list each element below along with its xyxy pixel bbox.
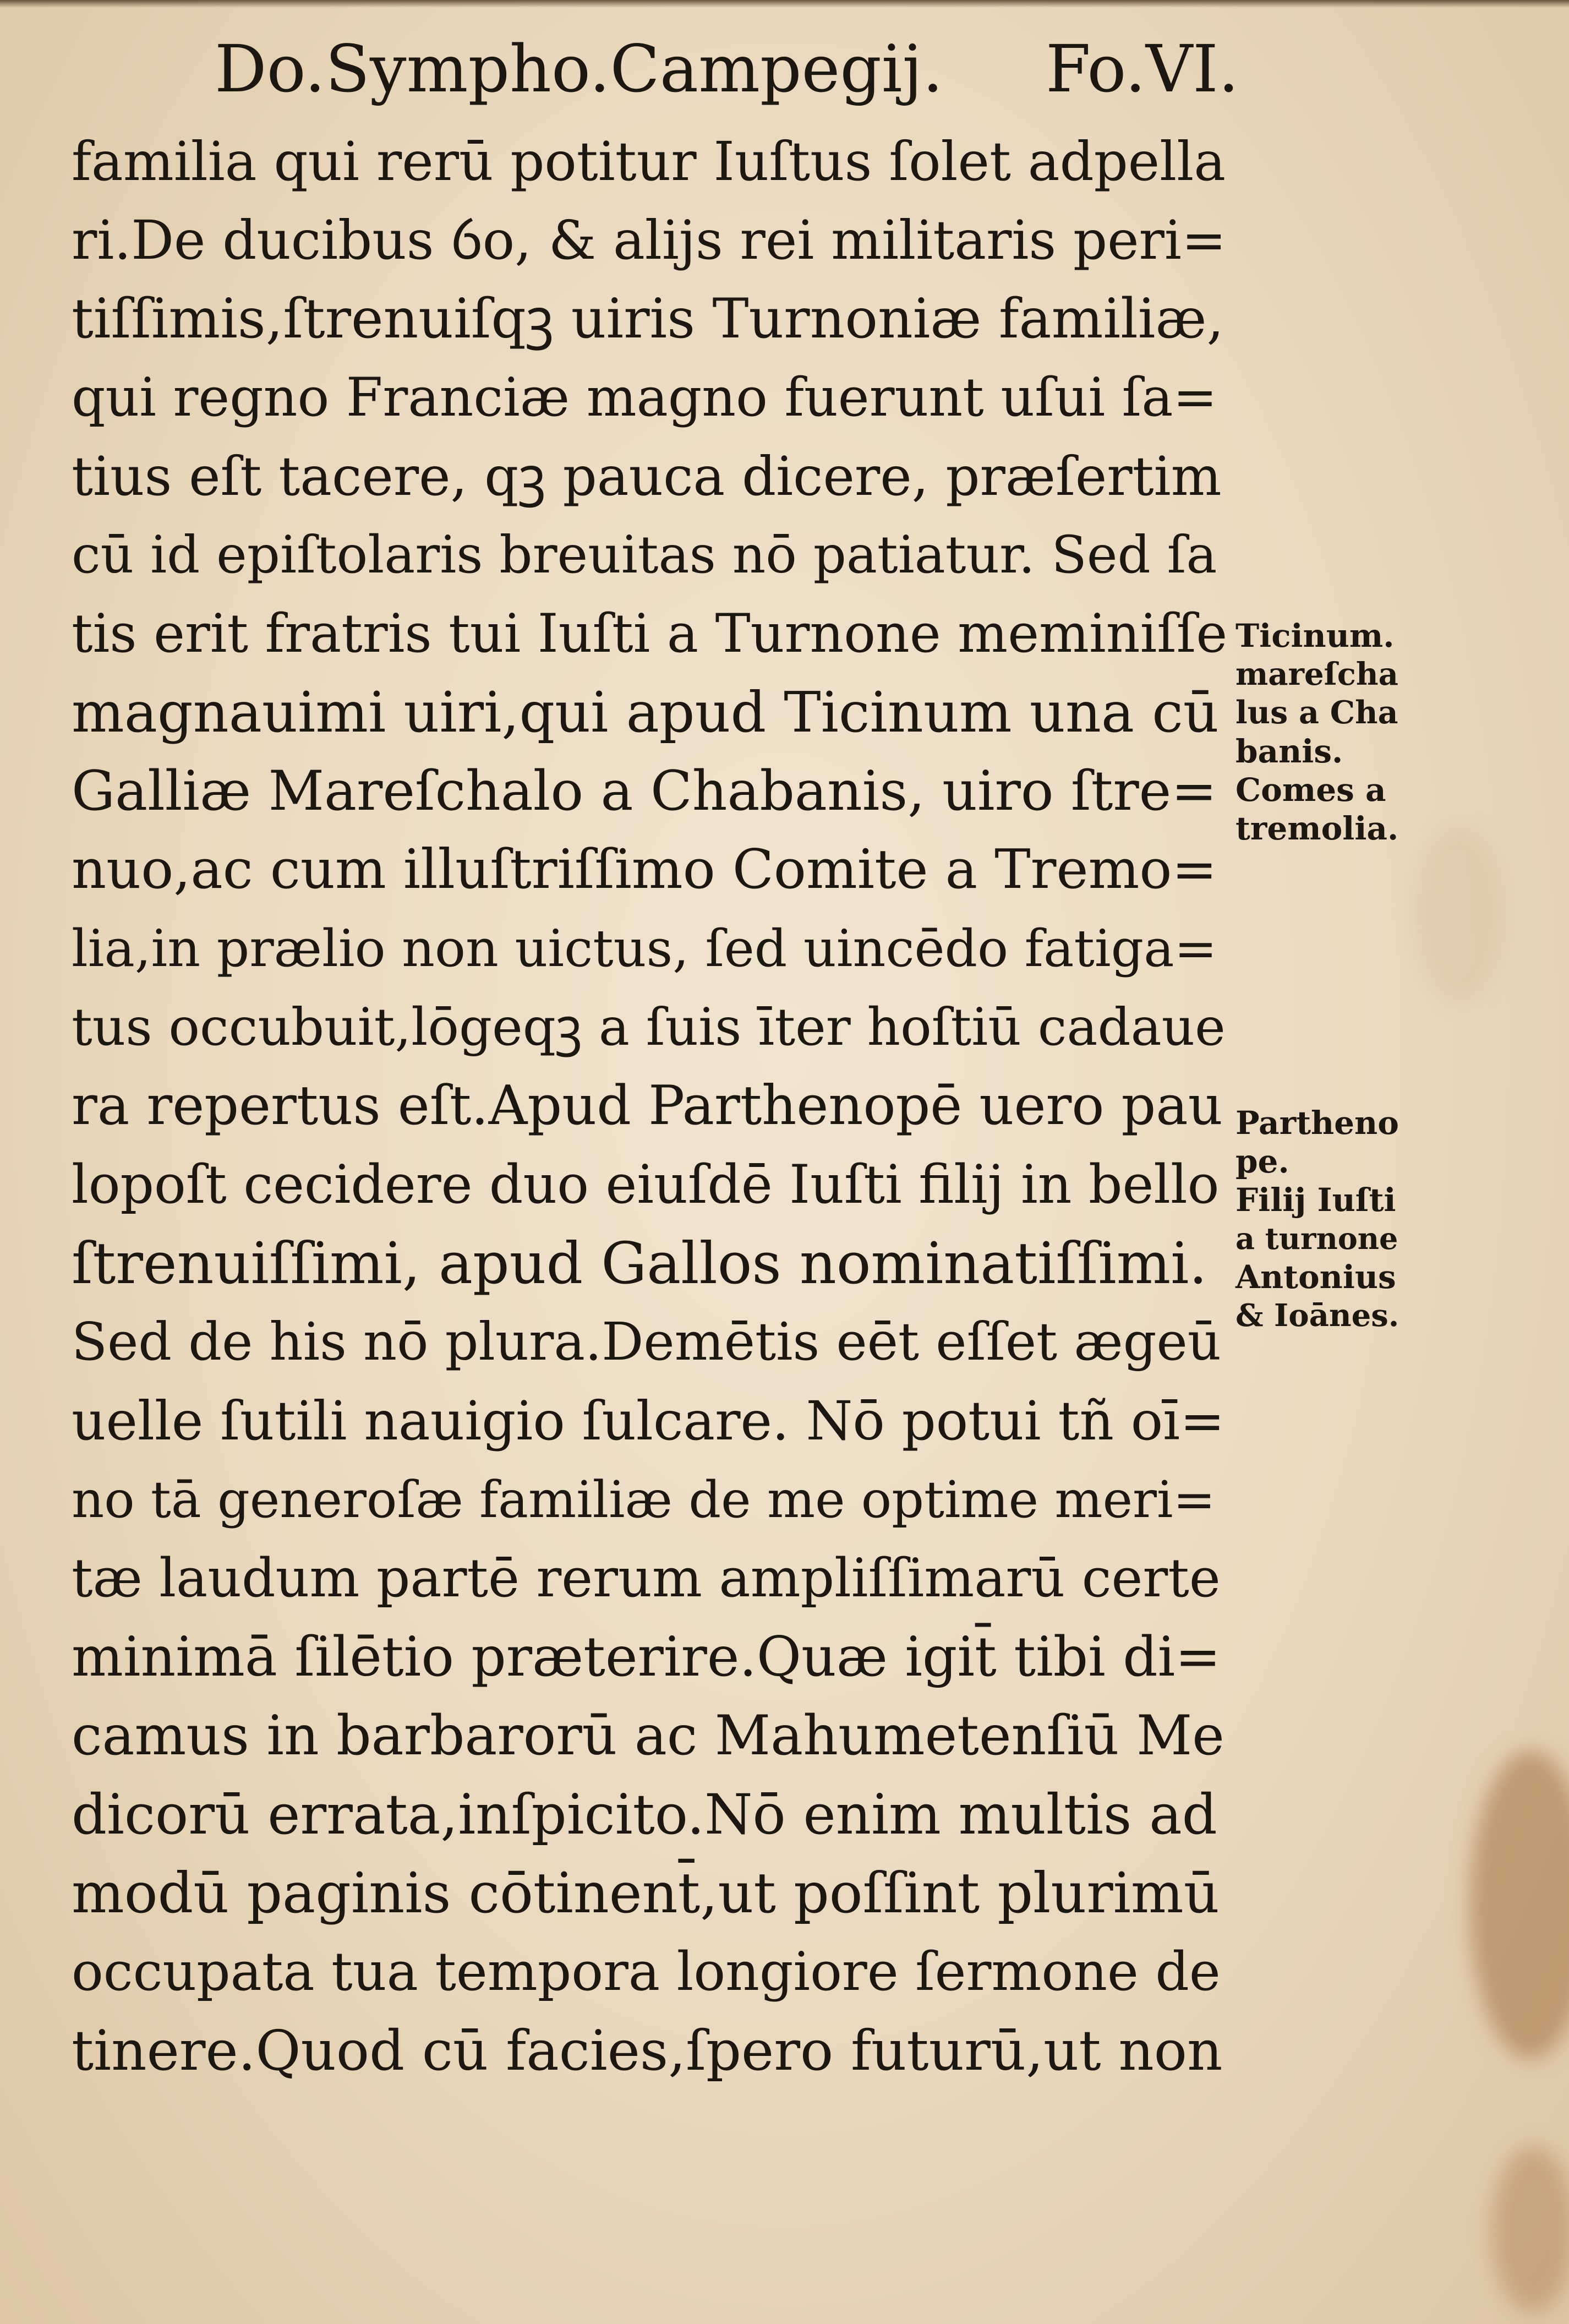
marginal-note-line: Antonius [1235,1258,1396,1296]
running-title: Do.Sympho.Campegij. [215,31,943,107]
text-line: ſtrenuiſſimi, apud Gallos nominatiſſimi. [72,1230,1207,1297]
marginal-note-line: Filij Iuſti [1235,1181,1396,1219]
text-line: dicorū errata,inſpicito.Nō enim multis ad [72,1782,1217,1847]
text-line: tius eſt tacere, qꝫ pauca dicere, præſertim [72,445,1222,508]
marginal-note-line: pe. [1235,1143,1289,1180]
marginal-note-ticinum [1235,617,1417,848]
foxing-stain [1415,826,1503,1002]
text-line: magnauimi uiri,qui apud Ticinum una cū [72,680,1219,745]
text-line: ri.De ducibus ỽo, & alijs rei militaris peri= [72,209,1227,271]
text-line: familia qui rerū potitur Iuſtus ſolet adpella [72,130,1226,193]
page-top-edge [0,0,1569,8]
marginal-note-line: Partheno [1235,1104,1399,1142]
marginal-note-line: lus a Cha [1235,694,1398,731]
marginal-note-parthenope [1235,1104,1417,1335]
text-line: lopoſt cecidere duo eiuſdē Iuſti filij in bello [72,1154,1220,1215]
text-line: tæ laudum partē rerum ampliſſimarū certe [72,1547,1221,1609]
text-line: tinere.Quod cū facies,ſpero futurū,ut non [72,2019,1223,2083]
running-header [215,25,1277,113]
text-line: nuo,ac cum illuſtriſſimo Comite a Tremo= [72,838,1217,901]
text-line: no tā generoſæ familiæ de me optime meri= [72,1470,1216,1529]
text-line: minimā ſilētio præterire.Quæ igit̄ tibi di= [72,1625,1221,1689]
text-line: tus occubuit,lōgeqꝫ a ſuis īter hoſtiū cadaue [72,997,1226,1057]
main-text-block [72,122,1244,2090]
text-line: qui regno Franciæ magno fuerunt uſui ſa= [72,367,1217,428]
text-line: uelle ſutili nauigio ſulcare. Nō potui tñ oī= [72,1390,1225,1452]
text-line: Sed de his nō plura.Demētis eēt eſſet ægeū [72,1312,1221,1372]
text-line: occupata tua tempora longiore ſermone de [72,1941,1221,2003]
marginal-note-line: a turnone [1235,1221,1398,1256]
marginal-note-line: Comes a [1235,771,1386,809]
text-line: modū paginis cōtinent̄,ut poſſint plurimū [72,1861,1220,1925]
marginal-note-line: tremolia. [1235,810,1399,847]
marginal-note-line: banis. [1235,733,1343,770]
text-line: ra repertus eſt.Apud Parthenopē uero pau [72,1074,1223,1137]
text-line: tis erit fratris tui Iuſti a Turnone meminiſſe [72,603,1228,664]
text-line: cū id epiſtolaris breuitas nō patiatur. Sed ſa [72,525,1217,585]
foxing-stain [1492,2147,1569,2312]
text-line: Galliæ Mareſchalo a Chabanis, uiro ſtre= [72,760,1217,823]
folio-number: Fo.VI. [1046,31,1239,107]
foxing-stain [1470,1750,1569,2059]
text-line: lia,in prælio non uictus, ſed uincēdo fatiga= [72,919,1217,978]
marginal-note-line: Ticinum. [1235,617,1395,654]
marginal-note-line: mareſcha [1235,656,1398,692]
text-line: camus in barbarorū ac Mahumetenſiū Me [72,1704,1224,1767]
text-line: tiſſimis,ſtrenuiſqꝫ uiris Turnoniæ familiæ, [72,287,1224,351]
marginal-note-line: & Ioānes. [1235,1297,1399,1334]
